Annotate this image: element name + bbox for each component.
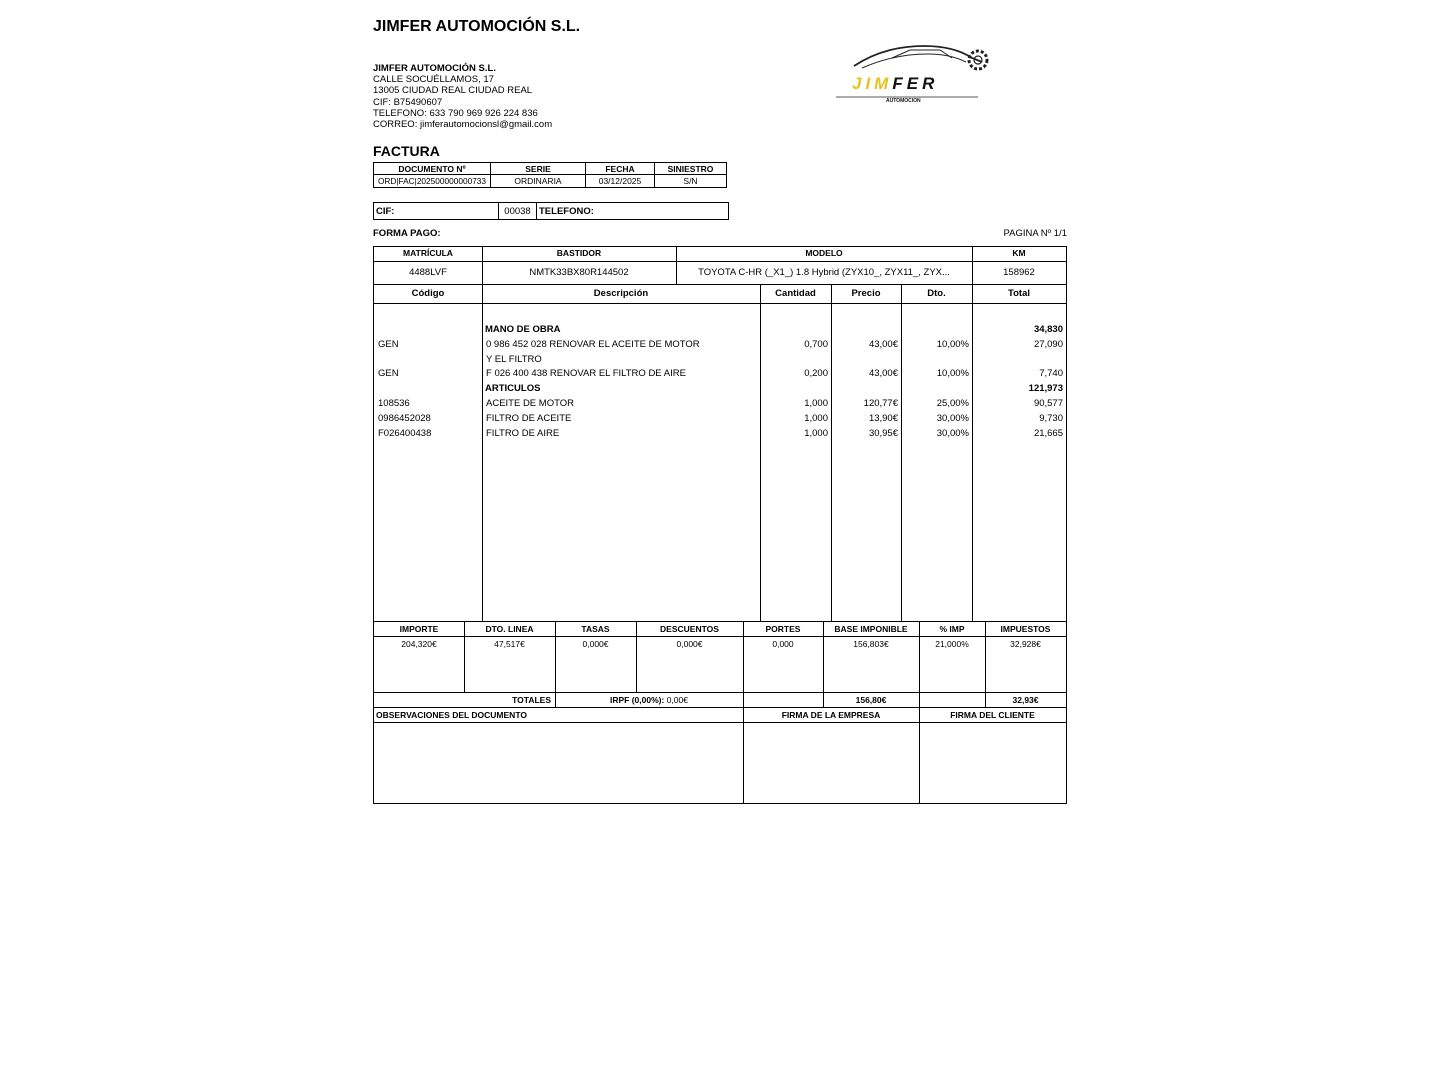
line-total: 9,730 [1039,412,1063,424]
page-number: PAGINA Nº 1/1 [1003,228,1067,239]
line-description: F 026 400 438 RENOVAR EL FILTRO DE AIRE [486,368,686,380]
line-description: ACEITE DE MOTOR [486,398,574,409]
totals-base: 156,80€ [855,695,887,705]
lines-header-total: Total [1008,288,1030,299]
firma-empresa-area [744,723,919,803]
company-email: CORREO: jimferautomocionsl@gmail.com [373,119,553,131]
line-description: Y EL FILTRO [486,353,542,365]
summary-header-tasas: TASAS [581,624,610,634]
logo-word: JIMFER [852,74,939,93]
lines-header-cantidad: Cantidad [775,288,816,299]
vehicle-header-modelo: MODELO [805,248,843,258]
doc-header-fecha: FECHA [586,163,655,175]
summary-portes: 0,000 [772,639,794,649]
line-code: GEN [378,338,399,350]
line-total: 34,830 [1033,324,1063,335]
line-quantity: 0,700 [804,338,828,350]
line-total: 7,740 [1039,368,1063,380]
summary-descuentos: 0,000€ [676,639,703,649]
totals-irpf [555,695,743,705]
doc-numero: ORD|FAC|202500000000733 [374,175,491,188]
line-quantity: 1,000 [804,412,828,424]
line-code: 0986452028 [378,412,431,424]
doc-siniestro: S/N [655,175,727,188]
invoice-title: FACTURA [373,143,440,159]
summary-header-porc-imp: % IMP [939,624,965,634]
line-description: FILTRO DE AIRE [486,427,560,439]
company-city: 13005 CIUDAD REAL CIUDAD REAL [373,85,533,97]
firma-cliente-label: FIRMA DEL CLIENTE [950,710,1035,720]
line-discount: 10,00% [936,368,969,380]
line-discount: 30,00% [936,412,969,424]
logo-sub: AUTOMOCION [886,98,921,104]
vehicle-header-matricula: MATRÍCULA [403,248,453,258]
totals-label: TOTALES [512,695,551,705]
vehicle-header-km: KM [1012,248,1026,258]
firma-cliente-area [920,723,1066,803]
company-phone: TELEFONO: 633 790 969 926 224 836 [373,107,538,119]
company-title: JIMFER AUTOMOCIÓN S.L. [373,18,581,35]
summary-base-imponible: 156,803€ [853,639,889,649]
client-cif-label: CIF: [374,203,499,220]
line-price: 30,95€ [868,427,898,439]
vehicle-modelo: TOYOTA C-HR (_X1_) 1.8 Hybrid (ZYX10_, ZYX11_, ZYX... [698,267,950,278]
doc-header-siniestro: SINIESTRO [655,163,727,175]
line-description: 0 986 452 028 RENOVAR EL ACEITE DE MOTOR [486,338,700,350]
observaciones-label: OBSERVACIONES DEL DOCUMENTO [376,710,527,720]
line-discount: 30,00% [936,427,969,439]
company-cif: CIF: B75490607 [373,96,443,108]
observaciones-area [374,723,743,803]
summary-header-portes: PORTES [765,624,801,634]
line-discount: 25,00% [936,398,969,409]
line-code: F026400438 [378,427,432,439]
summary-impuestos: 32,928€ [1010,639,1041,649]
forma-pago-label: FORMA PAGO: [373,228,441,239]
vehicle-matricula: 4488LVF [409,267,447,278]
line-description: MANO DE OBRA [485,324,561,335]
summary-dto-linea: 47,517€ [494,639,525,649]
line-total: 90,577 [1033,398,1063,409]
lines-header-dto: Dto. [927,288,946,299]
lines-header-descripcion: Descripción [593,288,649,299]
vehicle-header-bastidor: BASTIDOR [556,248,602,258]
line-total: 121,973 [1028,383,1063,395]
line-quantity: 0,200 [804,368,828,380]
doc-serie: ORDINARIA [491,175,586,188]
line-quantity: 1,000 [804,427,828,439]
totals-taxes: 32,93€ [1012,695,1039,705]
invoice-body [373,246,1067,804]
summary-header-impuestos: IMPUESTOS [1000,624,1051,634]
summary-header-base-imponible: BASE IMPONIBLE [834,624,908,634]
line-code: 108536 [378,398,410,409]
line-price: 13,90€ [868,412,898,424]
line-discount: 10,00% [936,338,969,350]
summary-tasas: 0,000€ [582,639,609,649]
irpf-label: IRPF (0,00%): [610,695,665,705]
line-total: 27,090 [1033,338,1063,350]
line-code: GEN [378,368,399,380]
company-address: CALLE SOCUÉLLAMOS, 17 [373,74,494,86]
company-info [373,63,552,130]
summary-porc-imp: 21,000% [935,639,969,649]
company-logo [832,38,1000,108]
client-phone-label: TELEFONO: [537,203,729,220]
vehicle-km: 158962 [1003,267,1035,278]
line-description: ARTICULOS [485,383,541,395]
firma-empresa-label: FIRMA DE LA EMPRESA [781,710,881,720]
summary-header-dto-linea: DTO. LINEA [485,624,534,634]
lines-header-precio: Precio [851,288,881,299]
vehicle-bastidor: NMTK33BX80R144502 [529,267,629,278]
company-name: JIMFER AUTOMOCIÓN S.L. [373,63,496,74]
line-price: 120,77€ [863,398,898,409]
lines-header-codigo: Código [411,288,445,299]
summary-importe: 204,320€ [401,639,437,649]
client-code: 00038 [499,203,537,220]
line-description: FILTRO DE ACEITE [486,412,572,424]
line-price: 43,00€ [868,338,898,350]
client-table [373,202,729,220]
doc-header-serie: SERIE [491,163,586,175]
irpf-value: 0,00€ [666,695,688,705]
document-table [373,162,727,188]
line-quantity: 1,000 [804,398,828,409]
line-price: 43,00€ [868,368,898,380]
line-total: 21,665 [1033,427,1063,439]
summary-header-descuentos: DESCUENTOS [660,624,719,634]
summary-header-importe: IMPORTE [399,624,439,634]
doc-header-numero: DOCUMENTO Nº [374,163,491,175]
doc-fecha: 03/12/2025 [586,175,655,188]
